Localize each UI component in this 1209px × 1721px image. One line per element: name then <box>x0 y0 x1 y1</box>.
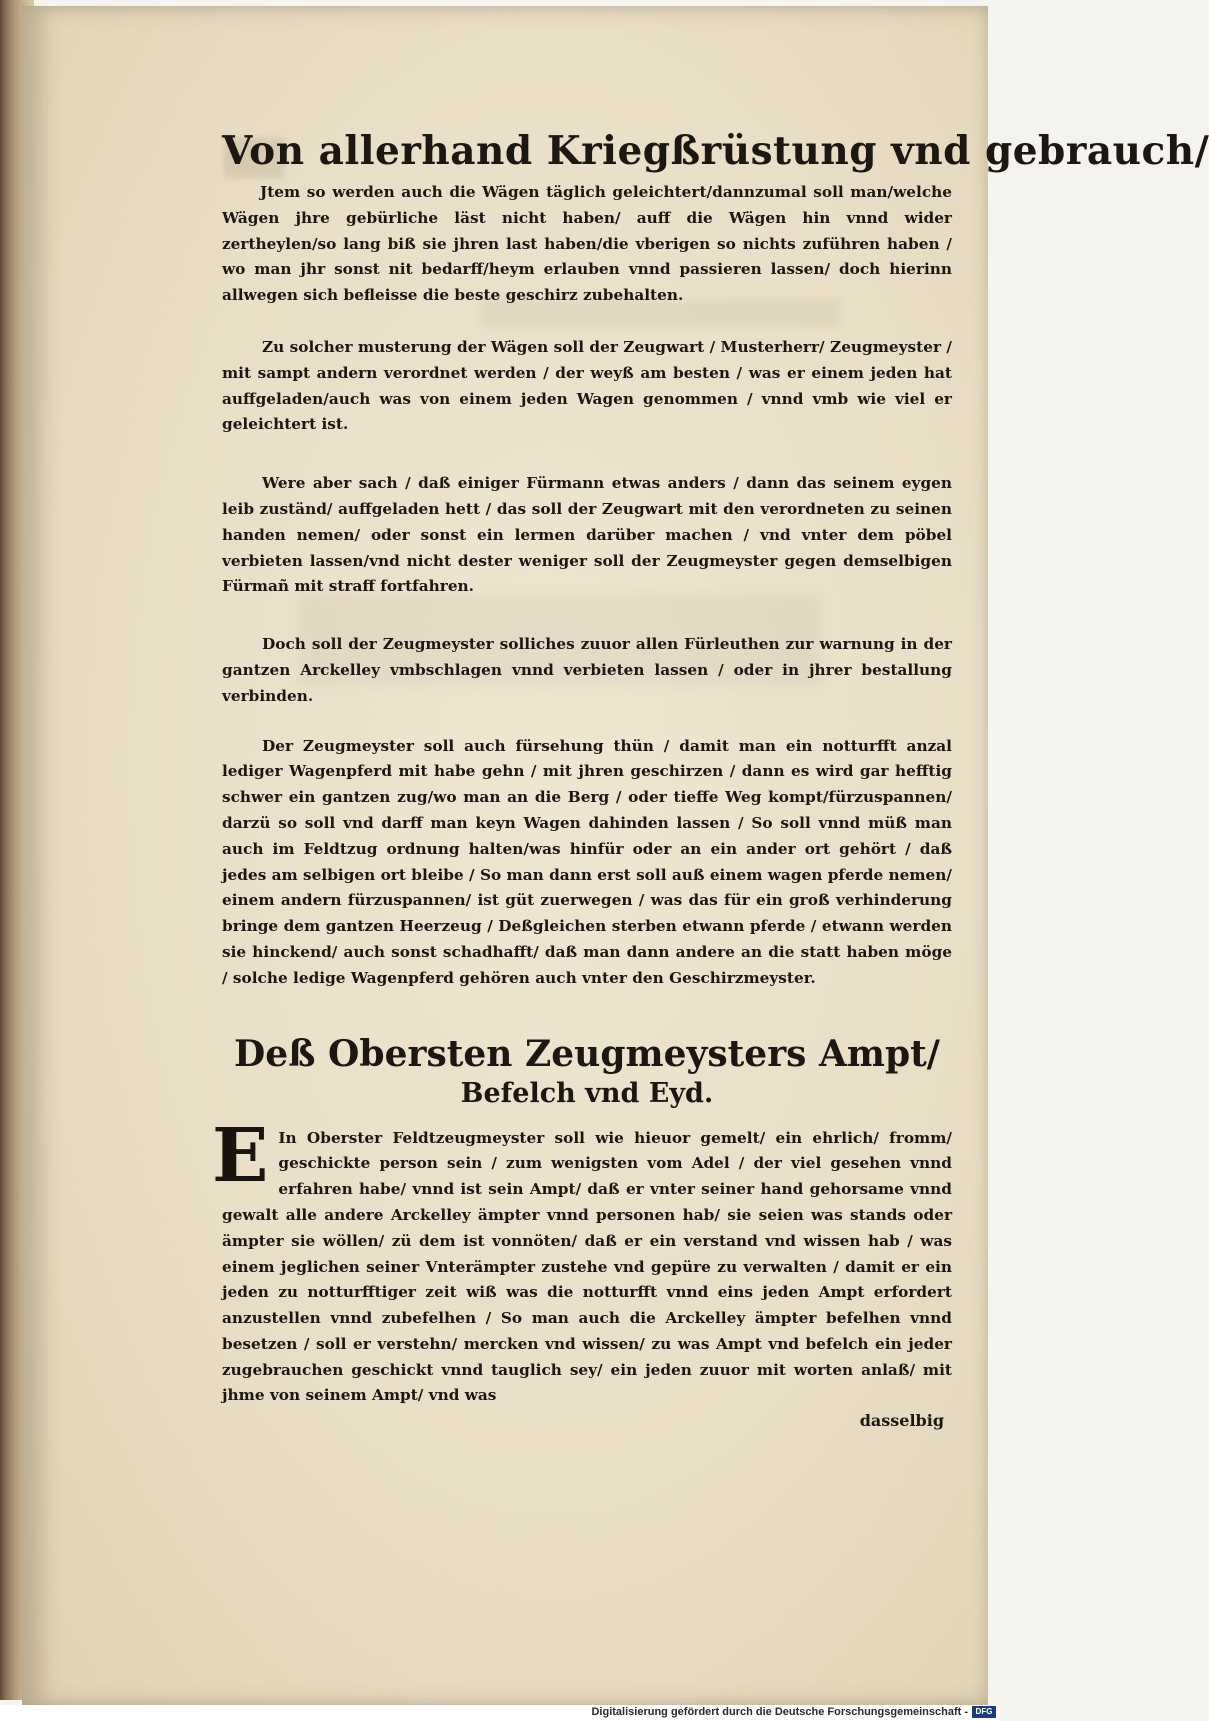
paragraph: Were aber sach / daß einiger Fürmann etwas anders / dann das seinem eygen leib zuständ/ auffgeladen hett / das soll der Zeugwart mit den verordneten zu seinen handen nemen/ oder sonst ein lermen darüber machen / vnd vnter dem pöbel verbieten lassen/vnd nicht dester weniger soll der Zeugmeyster gegen demselbigen Fürmañ mit straff fortfahren. <box>222 474 952 596</box>
section-heading: Deß Obersten Zeugmeysters Ampt/ <box>234 1032 940 1075</box>
catchword: dasselbig <box>859 1411 944 1431</box>
paragraph: Der Zeugmeyster soll auch fürsehung thün / damit man ein notturfft anzal lediger Wagenpferd mit habe gehn / mit jhren geschirzen / dann es wird gar hefftig schwer ein gantzen zug/wo man an die Berg / oder tieffe Weg kompt/fürzuspannen/ darzü so soll vnd darff man keyn Wagen dahinden lassen / So soll vnnd müß man auch im Feldtzug ordnung halten/was hinfür oder an ein ander ort gehört / daß jedes am selbigen ort bleibe / So man dann erst soll auß einem wagen pferde nemen/ einem andern fürzuspannen/ ist güt zuerwegen / was das für ein groß verhinderung bringe dem gantzen Heerzeug / Deßgleichen sterben etwann pferde / etwann werden sie hinckend/ auch sonst schadhafft/ daß man dann andere an die statt haben möge / solche ledige Wagenpferd gehören auch vnter den Geschirzmeyster. <box>222 736 952 987</box>
page-text-block <box>212 128 1209 1431</box>
section-paragraph-text: In Oberster Feldtzeugmeyster soll wie hieuor gemelt/ ein ehrlich/ fromm/ geschickte person sein / zum wenigsten vom Adel / der viel gesehen vnnd erfahren habe/ vnnd ist sein Ampt/ daß er vnter seiner hand gehorsame vnnd gewalt alle andere Arckelley ämpter vnnd personen hab/ sie seien was stands oder ämpter sie wöllen/ zü dem ist vonnöten/ daß er ein verstand vnd wissen hab / was einem jeglichen seiner Vnterämpter zustehe vnd gepüre zu verwalten / damit er ein jeden zu notturfftiger zeit wiß was die notturfft vnnd eins jeden Ampt erfordert anzustellen vnnd zubefelhen / So man auch die Arckelley ämpter befelhen vnnd besetzen / soll er verstehn/ mercken vnd wissen/ zu was Ampt vnd befelch ein jeder zugebrauchen geschickt vnnd tauglich sey/ ein jeden zuuor mit worten anlaß/ mit jhme von seinem Ampt/ vnd was <box>222 1128 952 1405</box>
page-heading: Von allerhand Kriegßrüstung vnd gebrauch/ <box>222 128 1209 174</box>
dfg-logo: DFG <box>972 1706 996 1718</box>
section-paragraph <box>212 1112 952 1410</box>
paragraph: Zu solcher musterung der Wägen soll der Zeugwart / Musterherr/ Zeugmeyster / mit sampt andern verordnet werden / der weyß am besten / was er einem jeden hat auffgeladen/auch was von einem jeden Wagen genommen / vnnd vmb wie viel er geleichtert ist. <box>222 337 952 434</box>
section-subheading: Befelch vnd Eyd. <box>460 1077 714 1109</box>
paragraph: Jtem so werden auch die Wägen täglich geleichtert/dannzumal soll man/welche Wägen jhre gebürliche läst nicht haben/ auff die Wägen hin vnnd wider zertheylen/so lang biß sie jhren last haben/die vberigen so nichts zuführen haben / wo man jhr sonst nit bedarff/heym erlauben vnnd passieren lassen/ doch hierinn allwegen sich befleisse die beste geschirz zubehalten. <box>222 183 952 305</box>
decorated-initial: E <box>212 1112 269 1199</box>
paragraph: Doch soll der Zeugmeyster solliches zuuor allen Fürleuthen zur warnung in der gantzen Arckelley vmbschlagen vnnd verbieten lassen / oder in jhrer bestallung verbinden. <box>222 635 952 705</box>
footer-credit: Digitalisierung gefördert durch die Deutsche Forschungsgemeinschaft - <box>591 1706 968 1718</box>
